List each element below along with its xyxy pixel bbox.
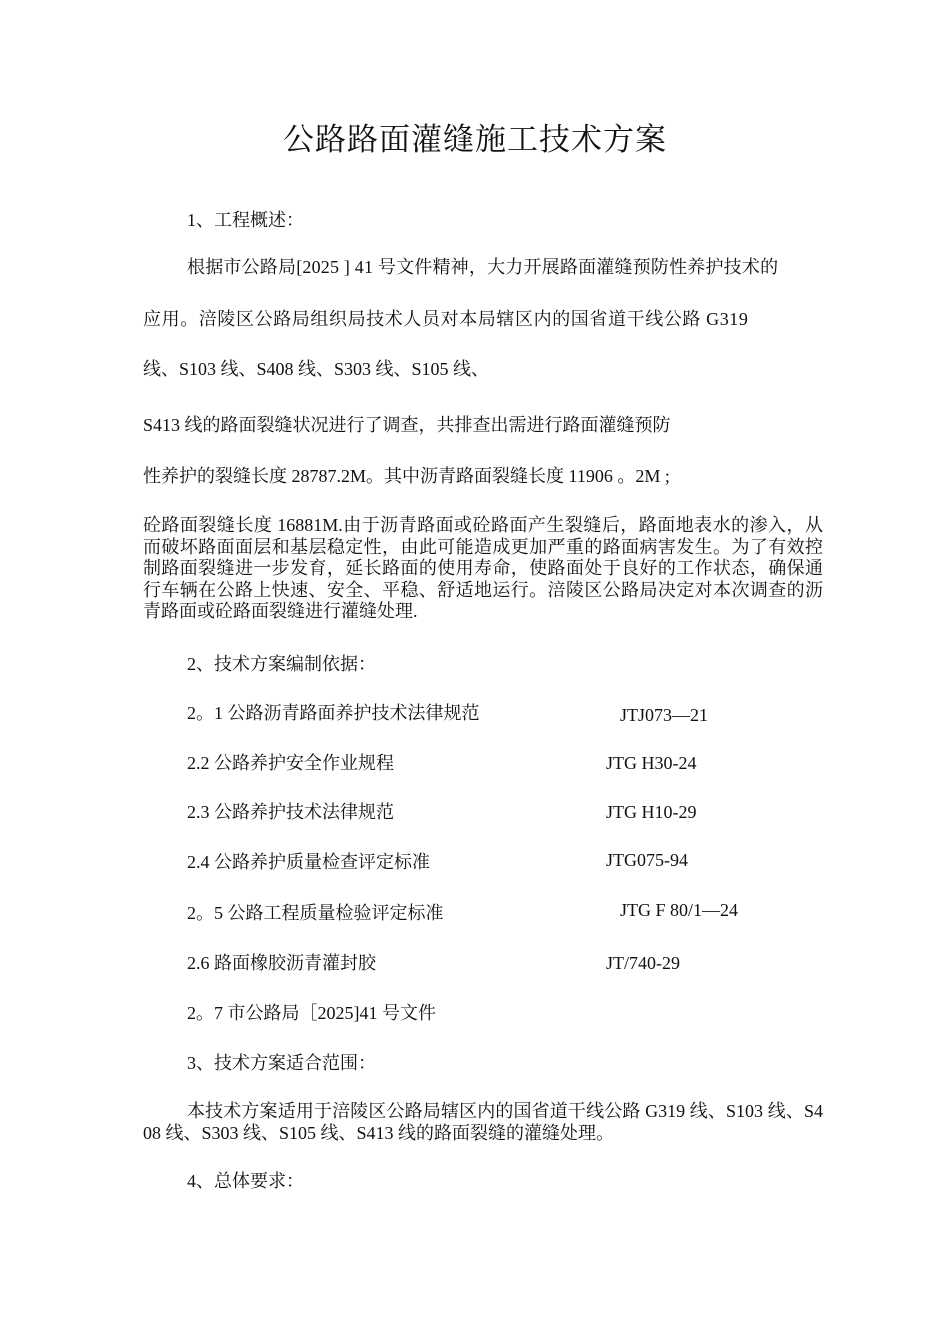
paragraph-1-line-2: 应用。涪陵区公路局组织局技术人员对本局辖区内的国省道干线公路 G319 — [143, 309, 749, 329]
section-4-heading: 4、总体要求： — [187, 1171, 304, 1191]
standard-name: 2.4 公路养护质量检查评定标准 — [187, 852, 430, 872]
standard-code: JTG F 80/1—24 — [620, 900, 739, 920]
standard-name: 2.3 公路养护技术法律规范 — [187, 802, 394, 822]
document-title: 公路路面灌缝施工技术方案 — [283, 122, 667, 157]
paragraph-2: 砼路面裂缝长度 16881M.由于沥青路面或砼路面产生裂缝后，路面地表水的渗入，从而破坏路面面层和基层稳定性，由此可能造成更加严重的路面病害发生。为了有效控制路面裂缝进一步发育，延长路面的使用寿命，使路面处于良好的工作状态，确保通行车辆在公路上快速、安全、平稳、舒适地运行。涪陵区公路局决定对本次调查的沥青路面或砼路面裂缝进行灌缝处理. — [143, 515, 823, 621]
standard-code: JTG H30-24 — [606, 753, 697, 773]
standard-name: 2.2 公路养护安全作业规程 — [187, 753, 394, 773]
paragraph-1-line-4: S413 线的路面裂缝状况进行了调查，共排查出需进行路面灌缝预防 — [143, 415, 671, 435]
paragraph-3: 本技术方案适用于涪陵区公路局辖区内的国省道干线公路 G319 线、S103 线、S408 线、S303 线、S105 线、S413 线的路面裂缝的灌缝处理。 — [143, 1101, 823, 1143]
paragraph-1-line-1: 根据市公路局[2025 ] 41 号文件精神，大力开展路面灌缝预防性养护技术的 — [187, 257, 779, 277]
standard-code: JTG H10-29 — [606, 802, 697, 822]
section-1-heading: 1、工程概述： — [187, 210, 304, 230]
standard-name: 2。7 市公路局［2025]41 号文件 — [187, 1003, 436, 1023]
standard-code: JTG075-94 — [606, 850, 688, 870]
section-3-heading: 3、技术方案适合范围： — [187, 1053, 376, 1073]
standard-name: 2。1 公路沥青路面养护技术法律规范 — [187, 703, 480, 723]
standard-name: 2.6 路面橡胶沥青灌封胶 — [187, 953, 376, 973]
paragraph-1-line-5: 性养护的裂缝长度 28787.2M。其中沥青路面裂缝长度 11906 。2M ; — [143, 466, 670, 486]
standard-name: 2。5 公路工程质量检验评定标准 — [187, 903, 444, 923]
standard-code: JTJ073—21 — [620, 705, 709, 725]
paragraph-1-line-3: 线、S103 线、S408 线、S303 线、S105 线、 — [143, 359, 490, 379]
section-2-heading: 2、技术方案编制依据： — [187, 654, 376, 674]
standard-code: JT/740-29 — [606, 953, 680, 973]
